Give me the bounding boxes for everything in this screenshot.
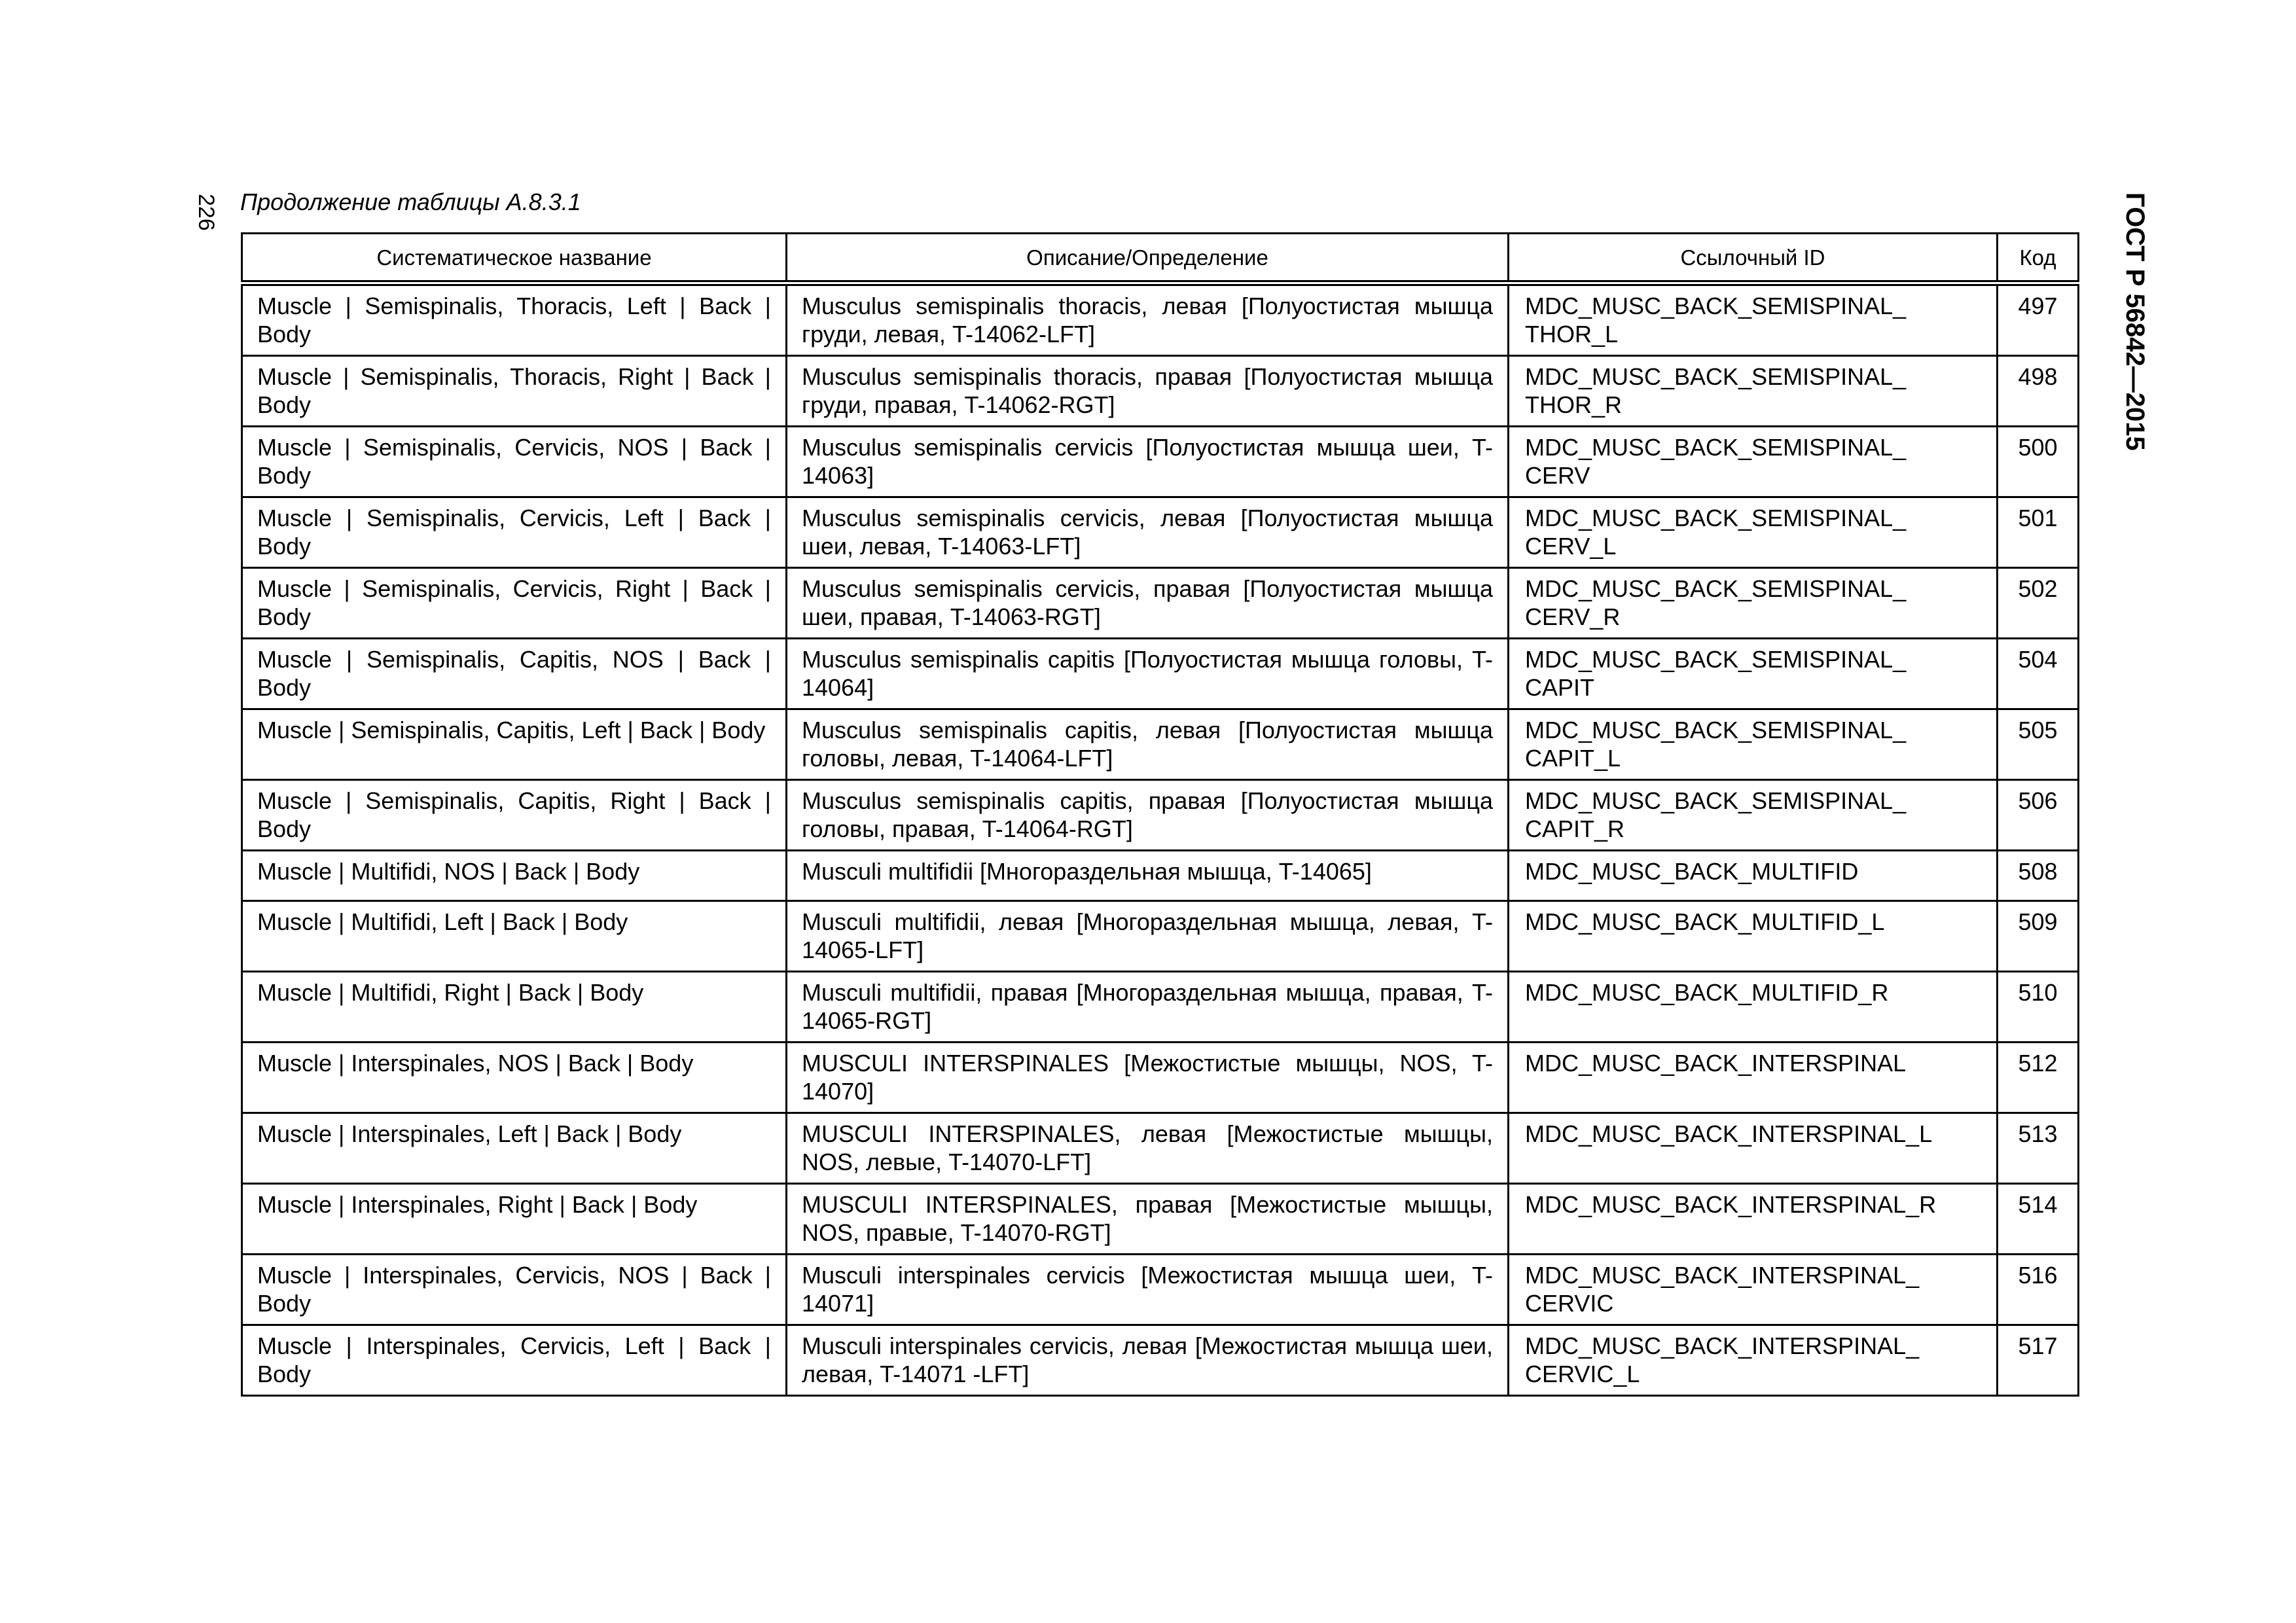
reference-id-line-1: MDC_MUSC_BACK_SEMISPINAL_: [1525, 505, 1907, 531]
code-cell: 497: [1998, 283, 2079, 356]
table-row: [242, 639, 2079, 709]
systematic-name-cell: Muscle | Semispinalis, Thoracis, Right | Back | Body: [242, 356, 787, 427]
systematic-name-cell: Muscle | Semispinalis, Capitis, Right | Back | Body: [242, 780, 787, 851]
description-cell: Musculus semispinalis cervicis [Полуостистая мышца шеи, T-14063]: [787, 427, 1509, 497]
page-number-text: 226: [194, 194, 219, 231]
reference-id-line-1: MDC_MUSC_BACK_INTERSPINAL_L: [1525, 1120, 1933, 1147]
reference-id-line-2: THOR_R: [1525, 391, 1623, 418]
reference-id-line-1: MDC_MUSC_BACK_SEMISPINAL_: [1525, 717, 1907, 743]
code-cell: 514: [1998, 1184, 2079, 1255]
table-row: [242, 1184, 2079, 1255]
description-cell: Musculi interspinales cervicis, левая [Межостистая мышца шеи, левая, T-14071 -LFT]: [787, 1325, 1509, 1396]
code-cell: 501: [1998, 497, 2079, 568]
reference-id-cell: [1509, 497, 1998, 568]
description-cell: Musculus semispinalis thoracis, правая [Полуостистая мышца груди, правая, T-14062-RGT]: [787, 356, 1509, 427]
table-row: [242, 1255, 2079, 1325]
reference-id-cell: [1509, 1325, 1998, 1396]
reference-id-line-2: CERV: [1525, 462, 1590, 489]
column-header-systematic-name: Систематическое название: [242, 234, 787, 283]
systematic-name-cell: Muscle | Multifidi, Left | Back | Body: [242, 901, 787, 972]
reference-id-line-1: MDC_MUSC_BACK_MULTIFID_L: [1525, 908, 1885, 935]
systematic-name-cell: Muscle | Multifidi, Right | Back | Body: [242, 972, 787, 1043]
code-cell: 505: [1998, 709, 2079, 780]
column-header-code: Код: [1998, 234, 2079, 283]
description-cell: Musculus semispinalis capitis, правая [Полуостистая мышца головы, правая, T-14064-RGT]: [787, 780, 1509, 851]
standard-designation-text: ГОСТ Р 56842—2015: [2121, 192, 2149, 451]
description-cell: MUSCULI INTERSPINALES, левая [Межостистые мышцы, NOS, левые, T-14070-LFT]: [787, 1113, 1509, 1184]
systematic-name-cell: Muscle | Semispinalis, Cervicis, Right | Back | Body: [242, 568, 787, 639]
table-row: [242, 427, 2079, 497]
column-header-reference-id: Ссылочный ID: [1509, 234, 1998, 283]
table-row: [242, 972, 2079, 1043]
systematic-name-cell: Muscle | Semispinalis, Capitis, NOS | Back | Body: [242, 639, 787, 709]
reference-id-line-1: MDC_MUSC_BACK_SEMISPINAL_: [1525, 363, 1907, 390]
table-body: [242, 283, 2079, 1396]
data-table: [241, 232, 2079, 1397]
description-cell: Musculi multifidii, правая [Многораздельная мышца, правая, T-14065-RGT]: [787, 972, 1509, 1043]
standard-designation: [2115, 192, 2161, 480]
systematic-name-cell: Muscle | Semispinalis, Thoracis, Left | Back | Body: [242, 283, 787, 356]
description-cell: MUSCULI INTERSPINALES [Межостистые мышцы, NOS, T-14070]: [787, 1043, 1509, 1113]
reference-id-cell: [1509, 851, 1998, 901]
reference-id-cell: [1509, 1113, 1998, 1184]
reference-id-line-1: MDC_MUSC_BACK_SEMISPINAL_: [1525, 787, 1907, 814]
code-cell: 508: [1998, 851, 2079, 901]
reference-id-line-2: CAPIT_R: [1525, 815, 1625, 842]
reference-id-cell: [1509, 901, 1998, 972]
reference-id-cell: [1509, 356, 1998, 427]
reference-id-cell: [1509, 1043, 1998, 1113]
table-caption: Продолжение таблицы А.8.3.1: [240, 188, 581, 215]
reference-id-line-1: MDC_MUSC_BACK_MULTIFID_R: [1525, 979, 1889, 1006]
table-row: [242, 1325, 2079, 1396]
reference-id-line-1: MDC_MUSC_BACK_SEMISPINAL_: [1525, 293, 1907, 319]
systematic-name-cell: Muscle | Interspinales, Cervicis, Left | Back | Body: [242, 1325, 787, 1396]
reference-id-line-1: MDC_MUSC_BACK_SEMISPINAL_: [1525, 575, 1907, 602]
systematic-name-cell: Muscle | Semispinalis, Capitis, Left | Back | Body: [242, 709, 787, 780]
table-row: [242, 780, 2079, 851]
code-cell: 509: [1998, 901, 2079, 972]
description-cell: Musculus semispinalis capitis, левая [Полуостистая мышца головы, левая, T-14064-LFT]: [787, 709, 1509, 780]
code-cell: 504: [1998, 639, 2079, 709]
systematic-name-cell: Muscle | Semispinalis, Cervicis, Left | Back | Body: [242, 497, 787, 568]
reference-id-line-1: MDC_MUSC_BACK_SEMISPINAL_: [1525, 646, 1907, 673]
systematic-name-cell: Muscle | Interspinales, Left | Back | Body: [242, 1113, 787, 1184]
reference-id-cell: [1509, 639, 1998, 709]
description-cell: Musculi multifidii [Многораздельная мышца, T-14065]: [787, 851, 1509, 901]
reference-id-line-1: MDC_MUSC_BACK_INTERSPINAL: [1525, 1050, 1907, 1077]
systematic-name-cell: Muscle | Semispinalis, Cervicis, NOS | Back | Body: [242, 427, 787, 497]
systematic-name-cell: Muscle | Interspinales, Right | Back | Body: [242, 1184, 787, 1255]
description-cell: Musculus semispinalis cervicis, левая [Полуостистая мышца шеи, левая, T-14063-LFT]: [787, 497, 1509, 568]
code-cell: 517: [1998, 1325, 2079, 1396]
reference-id-cell: [1509, 709, 1998, 780]
description-cell: Musculus semispinalis thoracis, левая [Полуостистая мышца груди, левая, T-14062-LFT]: [787, 283, 1509, 356]
reference-id-line-1: MDC_MUSC_BACK_INTERSPINAL_: [1525, 1332, 1920, 1359]
code-cell: 510: [1998, 972, 2079, 1043]
code-cell: 506: [1998, 780, 2079, 851]
description-cell: MUSCULI INTERSPINALES, правая [Межостистые мышцы, NOS, правые, T-14070-RGT]: [787, 1184, 1509, 1255]
table-header: [242, 234, 2079, 283]
code-cell: 513: [1998, 1113, 2079, 1184]
reference-id-line-1: MDC_MUSC_BACK_INTERSPINAL_R: [1525, 1191, 1937, 1218]
code-cell: 500: [1998, 427, 2079, 497]
reference-id-line-1: MDC_MUSC_BACK_INTERSPINAL_: [1525, 1262, 1920, 1289]
table-row: [242, 283, 2079, 356]
header-row: [242, 234, 2079, 283]
reference-id-line-2: CAPIT_L: [1525, 745, 1621, 772]
code-cell: 516: [1998, 1255, 2079, 1325]
reference-id-cell: [1509, 972, 1998, 1043]
table-row: [242, 709, 2079, 780]
column-header-description: Описание/Определение: [787, 234, 1509, 283]
table-row: [242, 851, 2079, 901]
description-cell: Musculi multifidii, левая [Многораздельная мышца, левая, T-14065-LFT]: [787, 901, 1509, 972]
reference-id-line-2: CAPIT: [1525, 674, 1595, 701]
reference-id-cell: [1509, 283, 1998, 356]
reference-id-cell: [1509, 427, 1998, 497]
description-cell: Musculi interspinales cervicis [Межостистая мышца шеи, T-14071]: [787, 1255, 1509, 1325]
reference-id-line-1: MDC_MUSC_BACK_MULTIFID: [1525, 858, 1859, 885]
systematic-name-cell: Muscle | Multifidi, NOS | Back | Body: [242, 851, 787, 901]
table-row: [242, 497, 2079, 568]
code-cell: 498: [1998, 356, 2079, 427]
code-cell: 502: [1998, 568, 2079, 639]
description-cell: Musculus semispinalis capitis [Полуостистая мышца головы, T-14064]: [787, 639, 1509, 709]
table-row: [242, 356, 2079, 427]
table-row: [242, 901, 2079, 972]
reference-id-cell: [1509, 568, 1998, 639]
reference-id-line-2: CERVIC: [1525, 1290, 1614, 1317]
systematic-name-cell: Muscle | Interspinales, NOS | Back | Body: [242, 1043, 787, 1113]
systematic-name-cell: Muscle | Interspinales, Cervicis, NOS | Back | Body: [242, 1255, 787, 1325]
table-row: [242, 568, 2079, 639]
reference-id-line-2: CERVIC_L: [1525, 1361, 1640, 1387]
reference-id-line-2: THOR_L: [1525, 321, 1619, 348]
page-number: [191, 194, 230, 246]
reference-id-line-1: MDC_MUSC_BACK_SEMISPINAL_: [1525, 434, 1907, 461]
table-row: [242, 1043, 2079, 1113]
reference-id-cell: [1509, 1184, 1998, 1255]
code-cell: 512: [1998, 1043, 2079, 1113]
reference-id-line-2: CERV_R: [1525, 603, 1621, 630]
table-row: [242, 1113, 2079, 1184]
description-cell: Musculus semispinalis cervicis, правая [Полуостистая мышца шеи, правая, T-14063-RGT]: [787, 568, 1509, 639]
reference-id-cell: [1509, 1255, 1998, 1325]
reference-id-line-2: CERV_L: [1525, 533, 1617, 560]
reference-id-cell: [1509, 780, 1998, 851]
